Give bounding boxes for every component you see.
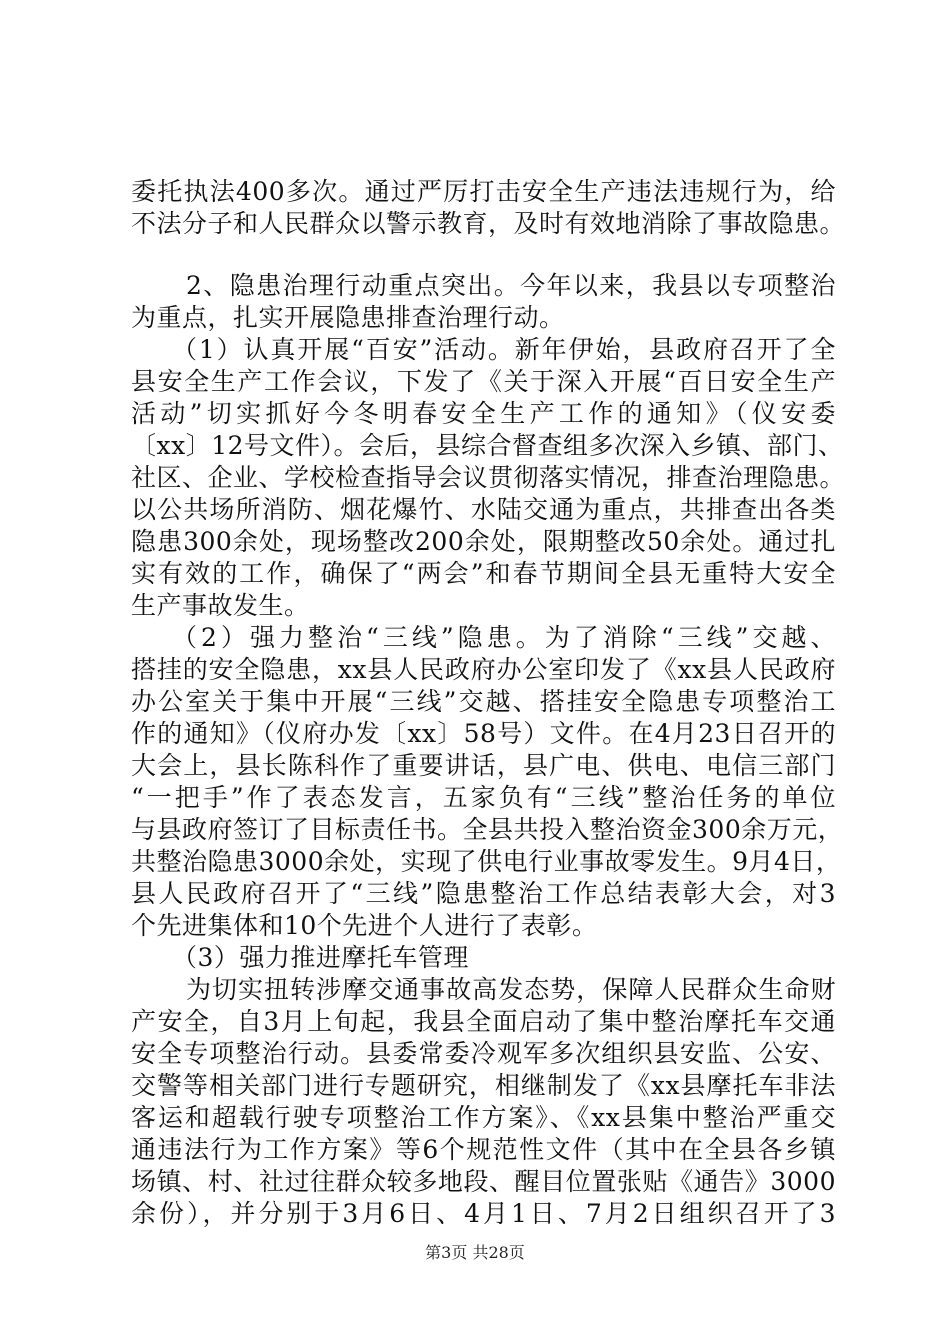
- text-line: 不法分子和人民群众以警示教育，及时有效地消除了事故隐患。: [131, 209, 846, 238]
- paragraph-start-line: 2、隐患治理行动重点突出。今年以来，我县以专项整治: [186, 271, 836, 300]
- text-line: 共整治隐患3000余处，实现了供电行业事故零发生。9月4日，: [131, 847, 842, 876]
- text-line: 为重点，扎实开展隐患排查治理行动。: [131, 303, 565, 332]
- text-line: 交警等相关部门进行专题研究，相继制发了《xx县摩托车非法: [131, 1071, 836, 1100]
- text-line: 与县政府签订了目标责任书。全县共投入整治资金300余万元，: [131, 815, 844, 844]
- text-line: 实有效的工作，确保了“两会”和春节期间全县无重特大安全: [131, 559, 836, 588]
- page-footer: 第3页 共28页: [425, 1243, 525, 1262]
- text-line: 场镇、村、社过往群众较多地段、醒目位置张贴《通告》3000: [131, 1167, 836, 1196]
- text-line: 县安全生产工作会议，下发了《关于深入开展“百日安全生产: [131, 367, 836, 396]
- text-line: 办公室关于集中开展“三线”交越、搭挂安全隐患专项整治工: [131, 687, 836, 716]
- text-line: 余份），并分别于3月6日、4月1日、7月2日组织召开了3: [131, 1199, 836, 1228]
- text-line: 客运和超载行驶专项整治工作方案》、《xx县集中整治严重交: [131, 1103, 836, 1132]
- text-line: 产安全，自3月上旬起，我县全面启动了集中整治摩托车交通: [131, 1007, 836, 1036]
- text-line: 社区、企业、学校检查指导会议贯彻落实情况，排查治理隐患。: [131, 463, 846, 492]
- text-line: 个先进集体和10个先进个人进行了表彰。: [131, 911, 598, 940]
- text-line: 〔xx〕12号文件）。会后，县综合督查组多次深入乡镇、部门、: [131, 431, 844, 460]
- text-line: “一把手”作了表态发言，五家负有“三线”整治任务的单位: [131, 783, 836, 812]
- text-line: 作的通知》（仪府办发〔xx〕58号）文件。在4月23日召开的: [131, 719, 836, 748]
- text-line: 活动”切实抓好今冬明春安全生产工作的通知》（仪安委: [131, 399, 836, 428]
- text-line: 隐患300余处，现场整改200余处，限期整改50余处。通过扎: [131, 527, 836, 556]
- text-line: 以公共场所消防、烟花爆竹、水陆交通为重点，共排查出各类: [131, 495, 836, 524]
- text-line: 委托执法400多次。通过严厉打击安全生产违法违规行为，给: [131, 177, 836, 206]
- text-line: 通违法行为工作方案》等6个规范性文件（其中在全县各乡镇: [131, 1135, 836, 1164]
- text-line: 大会上，县长陈科作了重要讲话，县广电、供电、电信三部门: [131, 751, 836, 780]
- text-line: 生产事故发生。: [131, 591, 310, 620]
- paragraph-start-line: （2）强力整治“三线”隐患。为了消除“三线”交越、: [172, 623, 836, 652]
- paragraph-start-line: （1）认真开展“百安”活动。新年伊始，县政府召开了全: [172, 335, 836, 364]
- text-line: 安全专项整治行动。县委常委冷观军多次组织县安监、公安、: [131, 1039, 836, 1068]
- text-line: 搭挂的安全隐患，xx县人民政府办公室印发了《xx县人民政府: [131, 655, 836, 684]
- paragraph-start-line: 为切实扭转涉摩交通事故高发态势，保障人民群众生命财: [186, 975, 836, 1004]
- section-heading: （3）强力推进摩托车管理: [172, 943, 469, 972]
- text-line: 县人民政府召开了“三线”隐患整治工作总结表彰大会，对3: [131, 879, 836, 908]
